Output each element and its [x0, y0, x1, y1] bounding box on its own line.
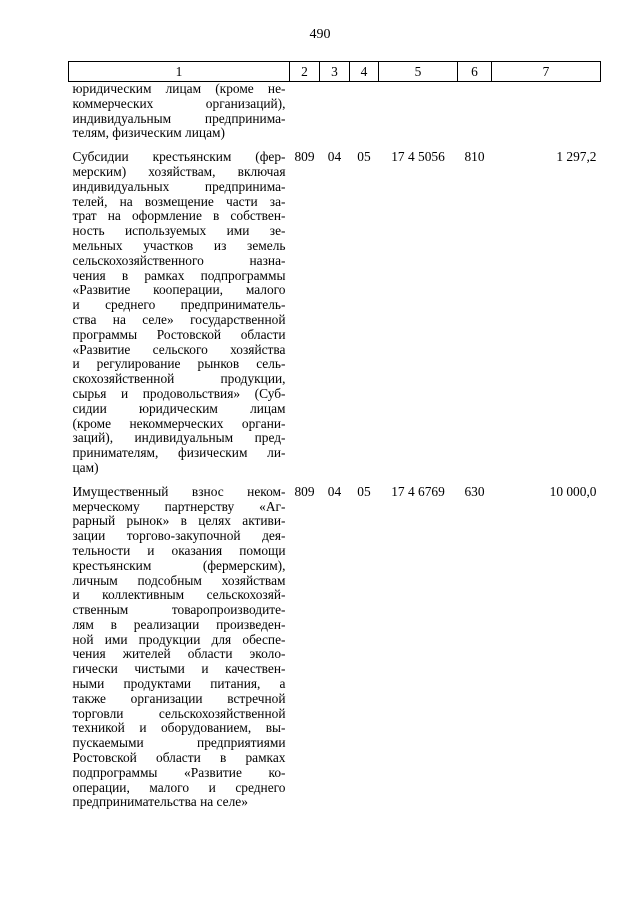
budget-table [68, 61, 601, 810]
description-line: чения жителей области эколо- [72, 646, 286, 662]
description-line: зации торгово-закупочной дея- [72, 528, 286, 544]
description-line: мерческому партнерству «Аг- [72, 498, 286, 514]
row-code-subsection [350, 82, 379, 142]
column-header-3: 3 [320, 62, 350, 82]
description-line: и коллективным сельскохозяй- [72, 587, 286, 603]
row-code-target: 17 4 5056 [391, 149, 445, 165]
description-line: сидии юридическим лицам [72, 400, 286, 416]
description-line: ность используемых ими зе- [72, 223, 286, 239]
row-description [69, 150, 290, 476]
description-line: сырья и продовольствия» (Суб- [72, 385, 286, 401]
table-header-row [69, 62, 601, 82]
row-code-section: 04 [327, 483, 342, 499]
row-code-target [379, 82, 458, 142]
column-header-1: 1 [69, 62, 290, 82]
page-number: 490 [309, 27, 331, 42]
description-line: сельскохозяйственного назна- [72, 252, 286, 268]
row-code-expense-type: 630 [464, 483, 485, 499]
description-line: лям в реализации произведен- [72, 616, 286, 632]
description-line: техникой и оборудованием, вы- [72, 720, 286, 736]
description-line: пускаемыми предприятиями [72, 735, 286, 751]
row-code-section [320, 82, 350, 142]
description-line: ства на селе» государственной [72, 311, 286, 327]
description-line: «Развитие кооперации, малого [72, 282, 286, 298]
row-description [69, 485, 290, 811]
row-code-target: 17 4 6769 [391, 483, 445, 499]
description-line: также организации встречной [72, 690, 286, 706]
row-code-ministry: 809 [294, 149, 315, 165]
description-line: (кроме некоммерческих органи- [72, 415, 286, 431]
description-line: предпринимательства на селе» [72, 794, 248, 810]
description-line: коммерческих организаций), [72, 95, 286, 111]
row-code-subsection: 05 [357, 149, 371, 165]
column-header-2: 2 [290, 62, 320, 82]
description-line: цам) [72, 459, 99, 475]
description-line: рарный рынок» в целях активи- [72, 513, 286, 529]
description-line: «Развитие сельского хозяйства [72, 341, 286, 357]
row-amount [492, 82, 601, 142]
description-line: тельности и оказания помощи [72, 542, 286, 558]
description-line: юридическим лицам (кроме не- [72, 81, 286, 96]
row-code-ministry [290, 82, 320, 142]
row-code-section: 04 [327, 149, 342, 165]
row-code-subsection: 05 [357, 483, 371, 499]
description-line: и регулирование рынков сель- [72, 356, 286, 372]
description-line: ственным товаропроизводите- [72, 602, 286, 618]
description-line: ной ими продукции для обеспе- [72, 631, 286, 647]
table-row [69, 82, 601, 142]
description-line: телям, физическим лицам) [72, 125, 225, 141]
row-amount: 1 297,2 [556, 149, 597, 165]
row-description [69, 82, 290, 142]
description-line: трат на оформление в собствен- [72, 208, 286, 224]
description-line: скохозяйственной продукции, [72, 371, 286, 387]
table-row [69, 485, 601, 811]
description-line: личным подсобным хозяйствам [72, 572, 286, 588]
column-header-6: 6 [458, 62, 492, 82]
description-line: индивидуальных предпринима- [72, 178, 286, 194]
description-line: мельных участков из земель [72, 237, 286, 253]
description-line: телей, на возмещение части за- [72, 193, 286, 209]
description-line: чения в рамках подпрограммы [72, 267, 286, 283]
row-code-expense-type: 810 [464, 149, 485, 165]
description-line: принимателям, физическим ли- [72, 445, 286, 461]
description-line: торговли сельскохозяйственной [72, 705, 286, 721]
column-header-7: 7 [492, 62, 601, 82]
description-line: операции, малого и среднего [72, 779, 286, 795]
description-line: подпрограммы «Развитие ко- [72, 764, 286, 780]
description-line: программы Ростовской области [72, 326, 286, 342]
description-line: мерским) хозяйствам, включая [72, 163, 286, 179]
row-code-expense-type [458, 82, 492, 142]
column-header-5: 5 [379, 62, 458, 82]
description-line: заций), индивидуальным пред- [72, 430, 286, 446]
row-code-ministry: 809 [294, 483, 315, 499]
description-line: и среднего предприниматель- [72, 297, 286, 313]
table-body [69, 82, 601, 811]
table-row [69, 150, 601, 476]
description-line: ными продуктами питания, а [72, 676, 286, 692]
description-line: гически чистыми и качествен- [72, 661, 286, 677]
description-line: индивидуальным предпринима- [72, 110, 286, 126]
column-header-4: 4 [350, 62, 379, 82]
description-line: крестьянским (фермерским), [72, 557, 286, 573]
description-line: Ростовской области в рамках [72, 750, 286, 766]
description-line: Имущественный взнос неком- [72, 483, 286, 499]
row-amount: 10 000,0 [549, 483, 597, 499]
description-line: Субсидии крестьянским (фер- [72, 149, 286, 165]
